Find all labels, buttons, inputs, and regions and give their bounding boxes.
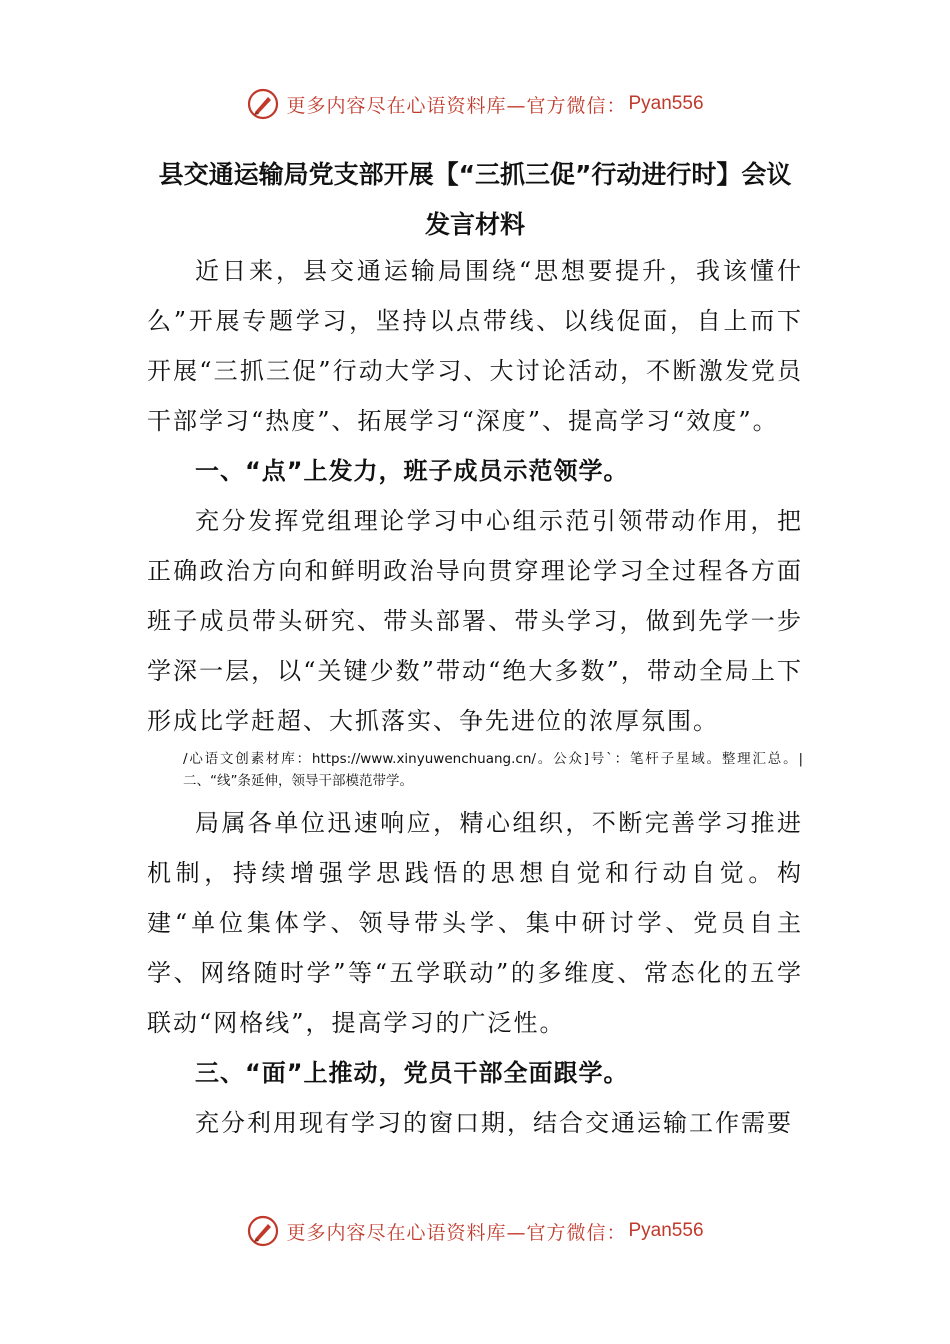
pen-logo-icon [246, 1214, 280, 1248]
source-note: /心语文创素材库：https://www.xinyuwenchuang.cn/。公众]号`：笔杆子星域。整理汇总。|二、“线”条延伸，领导干部模范带学。 [183, 751, 803, 789]
watermark-text: 更多内容尽在心语资料库—官方微信： [286, 94, 627, 117]
watermark-id: Pyan556 [628, 1220, 704, 1241]
intro-paragraph: 近日来，县交通运输局围绕“思想要提升，我该懂什么”开展专题学习，坚持以点带线、以线促面，自上而下开展“三抓三促”行动大学习、大讨论活动，不断激发党员干部学习“热度”、拓展学习“深度”、提高学习“效度”。 [147, 257, 803, 435]
watermark-footer [0, 1211, 950, 1251]
pen-logo-icon [246, 87, 280, 121]
watermark-header [0, 84, 950, 124]
section-heading-3: 三、“面”上推动，党员干部全面跟学。 [195, 1059, 629, 1087]
watermark-id: Pyan556 [628, 93, 704, 114]
watermark-text: 更多内容尽在心语资料库—官方微信： [286, 1221, 627, 1244]
document-body [147, 246, 803, 1148]
section-heading-1: 一、“点”上发力，班子成员示范领学。 [195, 457, 629, 485]
section-2-paragraph: 局属各单位迅速响应，精心组织，不断完善学习推进机制，持续增强学思践悟的思想自觉和行动自觉。构建“单位集体学、领导带头学、集中研讨学、党员自主学、网络随时学”等“五学联动”的多维度、常态化的五学联动“网格线”，提高学习的广泛性。 [147, 809, 803, 1037]
document-title: 县交通运输局党支部开展【“三抓三促”行动进行时】会议发言材料 [158, 160, 792, 239]
section-3-paragraph: 充分利用现有学习的窗口期，结合交通运输工作需要 [195, 1109, 793, 1137]
section-1-paragraph: 充分发挥党组理论学习中心组示范引领带动作用，把正确政治方向和鲜明政治导向贯穿理论学习全过程各方面班子成员带头研究、带头部署、带头学习，做到先学一步学深一层，以“关键少数”带动“绝大多数”，带动全局上下形成比学赶超、大抓落实、争先进位的浓厚氛围。 [147, 507, 803, 735]
